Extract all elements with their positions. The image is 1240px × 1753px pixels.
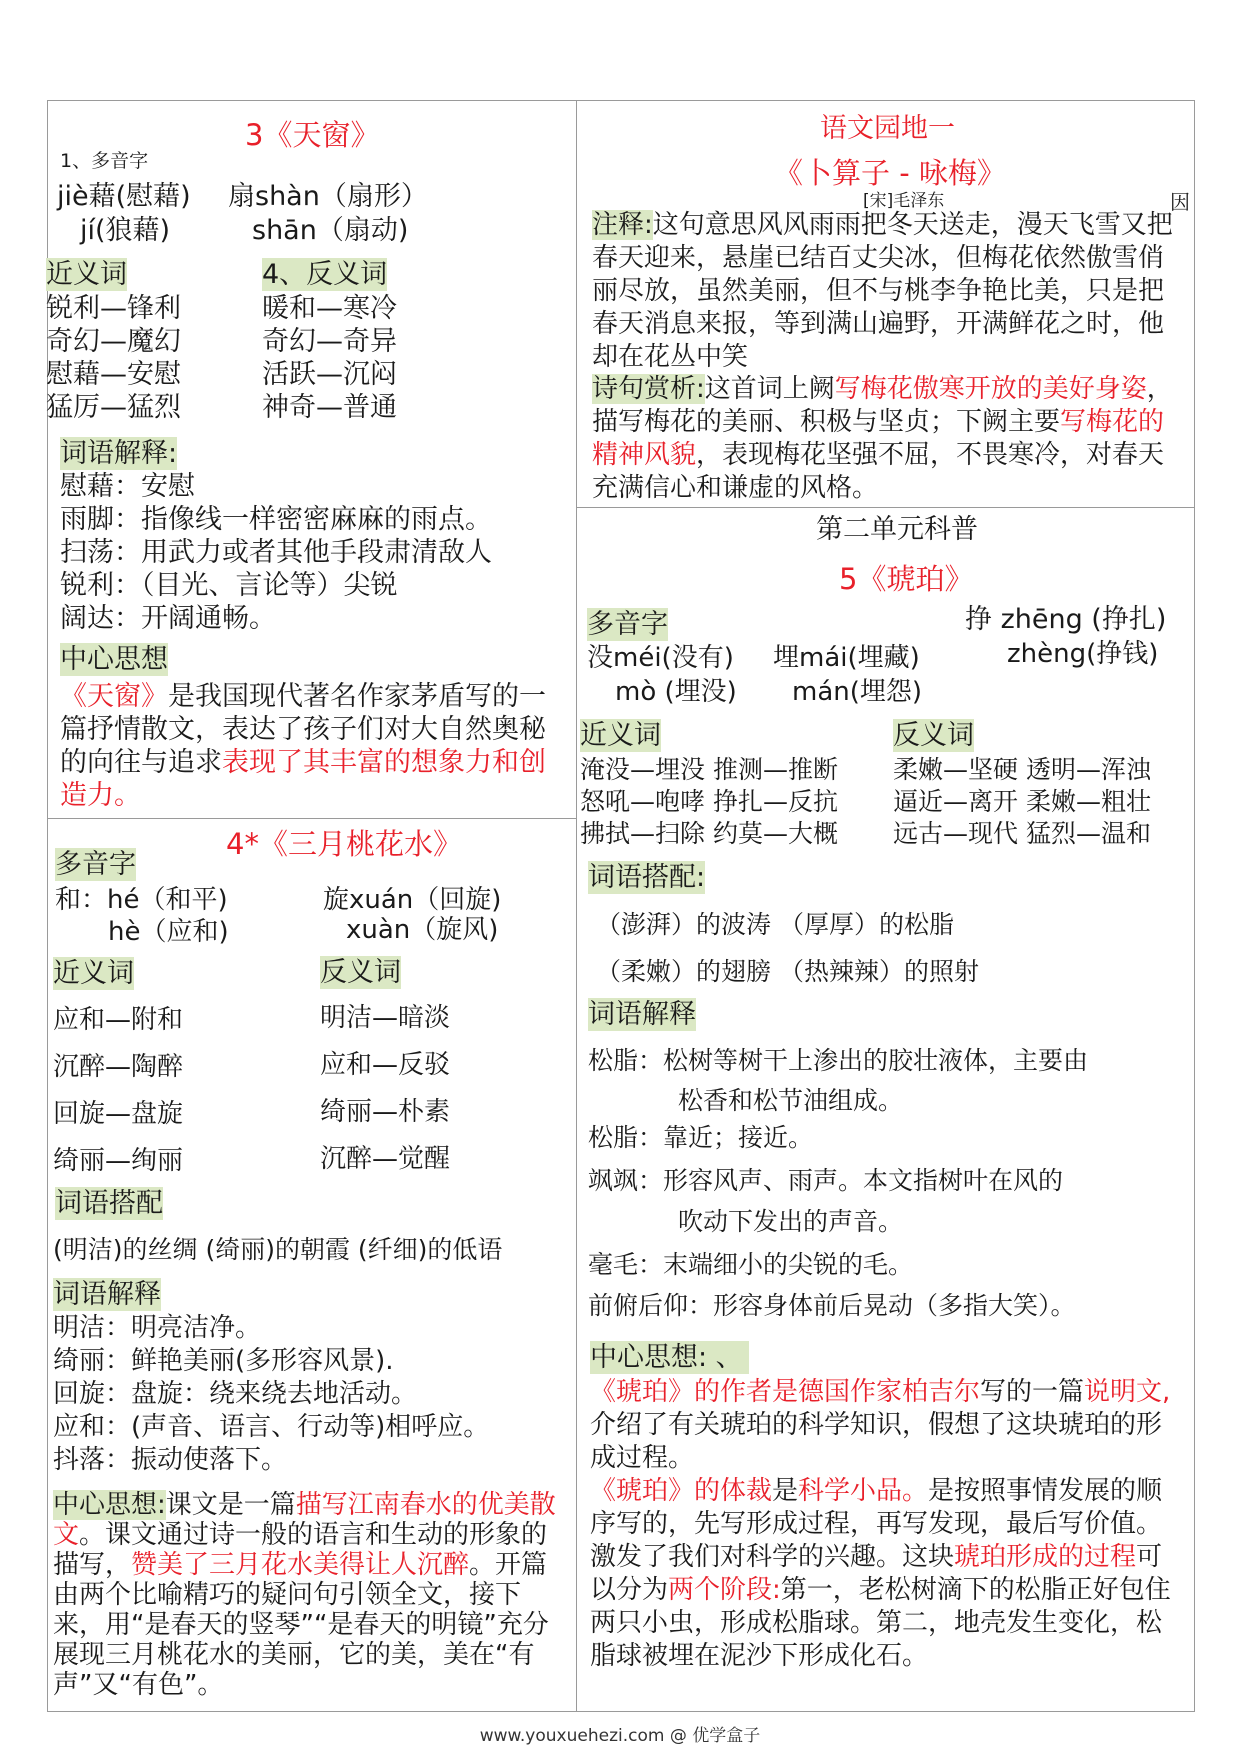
- antonym-item: 逼近—离开 柔嫩—粗壮: [893, 787, 1151, 816]
- explanation-heading: 词语解释:: [60, 438, 178, 469]
- poem-appreciation: 诗句赏析:这首词上阙写梅花傲寒开放的美好身姿，描写梅花的美丽、积极与坚贞；下阙主要写梅花的精神风貌，表现梅花坚强不屈，不畏寒冷，对春天充满信心和谦虚的风格。: [592, 374, 1173, 503]
- column-divider: [576, 100, 577, 1712]
- poem-title: 《卜算子 - 咏梅》: [774, 156, 1006, 190]
- collocation-heading: 词语搭配:: [588, 862, 706, 893]
- explanation-item: 飒飒：形容风声、雨声。本文指树叶在风的: [588, 1166, 1064, 1195]
- antonym-item: 绮丽—朴素: [320, 1097, 451, 1127]
- antonym-item: 活跃—沉闷: [262, 359, 397, 390]
- footer-watermark: www.youxuehezi.com @ 优学盒子: [479, 1726, 761, 1746]
- collocation-text: （澎湃）的波涛 （厚厚）的松脂: [596, 910, 954, 939]
- pinyin-entry: jiè藉(慰藉): [57, 181, 191, 212]
- explanation-heading: 词语解释: [53, 1279, 161, 1310]
- pinyin-entry: hè（应和): [108, 917, 229, 947]
- pinyin-entry: jí(狼藉): [80, 215, 171, 246]
- poem-note: 注释:这句意思风风雨雨把冬天送走，漫天飞雪又把春天迎来，悬崖已结百丈尖冰，但梅花依然傲雪俏丽尽放，虽然美丽，但不与桃李争艳比美，只是把春天消息来报，等到满山遍野，开满鲜花之时，他却在花丛中笑: [592, 210, 1173, 372]
- explanation-item: 慰藉：安慰: [60, 471, 195, 502]
- synonym-item: 慰藉—安慰: [46, 359, 181, 390]
- center-idea-text: 《天窗》是我国现代著名作家茅盾写的一篇抒情散文，表达了孩子们对大自然奥秘的向往与追求表现了其丰富的想象力和创造力。: [60, 681, 546, 811]
- collocation-text: （柔嫩）的翅膀 （热辣辣）的照射: [596, 957, 979, 986]
- explanation-item: 抖落：振动使落下。: [53, 1445, 288, 1475]
- collocation-text: (明洁)的丝绸 (绮丽)的朝霞 (纤细)的低语: [53, 1235, 503, 1264]
- polyphone-heading: 多音字: [587, 609, 668, 640]
- explanation-item: 吹动下发出的声音。: [678, 1207, 904, 1236]
- pinyin-entry: 和：hé（和平): [55, 885, 228, 915]
- pinyin-entry: 没méi(没有): [587, 643, 734, 673]
- pinyin-entry: 扇shàn（扇形）: [228, 181, 428, 212]
- synonym-item: 回旋—盘旋: [53, 1099, 184, 1129]
- explanation-item: 扫荡：用武力或者其他手段肃清敌人: [60, 537, 492, 568]
- right-section-divider: [576, 507, 1195, 508]
- pinyin-entry: mò (埋没): [615, 677, 737, 707]
- synonym-item: 应和—附和: [53, 1005, 184, 1035]
- center-idea-heading: 中心思想: [60, 644, 168, 675]
- synonym-item: 锐利—锋利: [46, 293, 181, 324]
- explanation-item: 阔达：开阔通畅。: [60, 603, 276, 634]
- section-title: 5《琥珀》: [839, 562, 974, 596]
- explanation-item: 前俯后仰：形容身体前后晃动（多指大笑）。: [588, 1291, 1076, 1320]
- center-idea-heading: 中心思想:: [53, 1490, 166, 1520]
- explanation-item: 绮丽：鲜艳美丽(多形容风景).: [53, 1346, 394, 1376]
- appreciation-heading: 诗句赏析:: [592, 374, 705, 404]
- pinyin-entry: zhèng(挣钱): [1007, 639, 1159, 669]
- synonym-item: 绮丽—绚丽: [53, 1146, 184, 1176]
- synonym-item: 怒吼—咆哮 挣扎—反抗: [580, 787, 838, 816]
- antonym-item: 暖和—寒冷: [262, 293, 397, 324]
- pinyin-entry: 挣 zhēng (挣扎): [965, 604, 1167, 635]
- antonym-item: 柔嫩—坚硬 透明—浑浊: [893, 755, 1151, 784]
- antonym-item: 应和—反驳: [320, 1050, 451, 1080]
- left-section-divider: [47, 818, 576, 819]
- pinyin-entry: 埋mái(埋藏): [773, 643, 920, 673]
- center-idea-heading: 中心思想: 、: [590, 1341, 749, 1374]
- note-heading: 注释:: [592, 210, 653, 240]
- synonym-item: 淹没—埋没 推测—推断: [580, 755, 838, 784]
- explanation-item: 锐利：（目光、言论等）尖锐: [60, 570, 398, 601]
- explanation-item: 毫毛：末端细小的尖锐的毛。: [588, 1250, 914, 1279]
- pinyin-entry: xuàn（旋风): [346, 915, 499, 945]
- center-idea-text: 《琥珀》的作者是德国作家柏吉尔写的一篇说明文,介绍了有关琥珀的科学知识，假想了这块琥珀的形成过程。 《琥珀》的体裁是科学小品。是按照事情发展的顺序写的，先写形成过程，再写发现，最后写价值。激发了我们对科学的兴趣。这块琥珀形成的过程可以分为两个阶段:第一，老松树滴下的松脂正好包住两只小虫，形成松脂球。第二，地壳发生变化，松脂球被埋在泥沙下形成化石。: [590, 1377, 1171, 1671]
- explanation-item: 应和：(声音、语言、行动等)相呼应。: [53, 1412, 490, 1442]
- synonym-item: 奇幻—魔幻: [46, 326, 181, 357]
- antonym-heading: 反义词: [320, 957, 401, 988]
- section-title: 语文园地一: [820, 113, 955, 144]
- poem-author: [宋]毛泽东: [863, 191, 945, 211]
- explanation-item: 雨脚：指像线一样密密麻麻的雨点。: [60, 504, 492, 535]
- explanation-item: 回旋：盘旋：绕来绕去地活动。: [53, 1379, 418, 1409]
- antonym-item: 神奇—普通: [262, 392, 397, 423]
- antonym-item: 沉醉—觉醒: [320, 1144, 451, 1174]
- synonym-heading: 近义词: [53, 958, 134, 989]
- section-title: 3《天窗》: [245, 118, 380, 152]
- synonym-heading: 近义词: [580, 720, 661, 751]
- synonym-item: 沉醉—陶醉: [53, 1052, 184, 1082]
- antonym-item: 明洁—暗淡: [320, 1003, 451, 1033]
- unit-title: 第二单元科普: [816, 514, 978, 545]
- synonym-heading: 近义词: [46, 259, 127, 290]
- polyphone-heading: 多音字: [55, 849, 136, 880]
- collocation-heading: 词语搭配: [55, 1188, 163, 1219]
- center-idea-text: 中心思想:课文是一篇描写江南春水的优美散文。课文通过诗一般的语言和生动的形象的描写，赞美了三月花水美得让人沉醉。开篇由两个比喻精巧的疑问句引领全文，接下来，用“是春天的竖琴”“是春天的明镜”充分展现三月桃花水的美丽，它的美，美在“有声”又“有色”。: [53, 1490, 556, 1700]
- antonym-heading: 反义词: [893, 720, 974, 751]
- explanation-item: 松香和松节油组成。: [678, 1086, 904, 1115]
- explanation-heading: 词语解释: [588, 999, 696, 1030]
- pinyin-entry: 旋xuán（回旋): [323, 885, 502, 915]
- pinyin-entry: shān（扇动): [252, 215, 409, 246]
- explanation-item: 明洁：明亮洁净。: [53, 1313, 262, 1343]
- section-title: 4*《三月桃花水》: [226, 827, 462, 861]
- stray-char: 因: [1170, 190, 1190, 214]
- antonym-item: 奇幻—奇异: [262, 326, 397, 357]
- synonym-item: 拂拭—扫除 约莫—大概: [580, 819, 838, 848]
- antonym-heading: 4、反义词: [262, 259, 388, 290]
- synonym-item: 猛厉—猛烈: [46, 392, 181, 423]
- pinyin-entry: mán(埋怨): [792, 677, 923, 707]
- explanation-item: 松脂：靠近；接近。: [588, 1123, 814, 1152]
- antonym-item: 远古—现代 猛烈—温和: [893, 819, 1151, 848]
- polyphone-heading: 1、多音字: [60, 150, 149, 172]
- explanation-item: 松脂：松树等树干上渗出的胶壮液体，主要由: [588, 1046, 1089, 1075]
